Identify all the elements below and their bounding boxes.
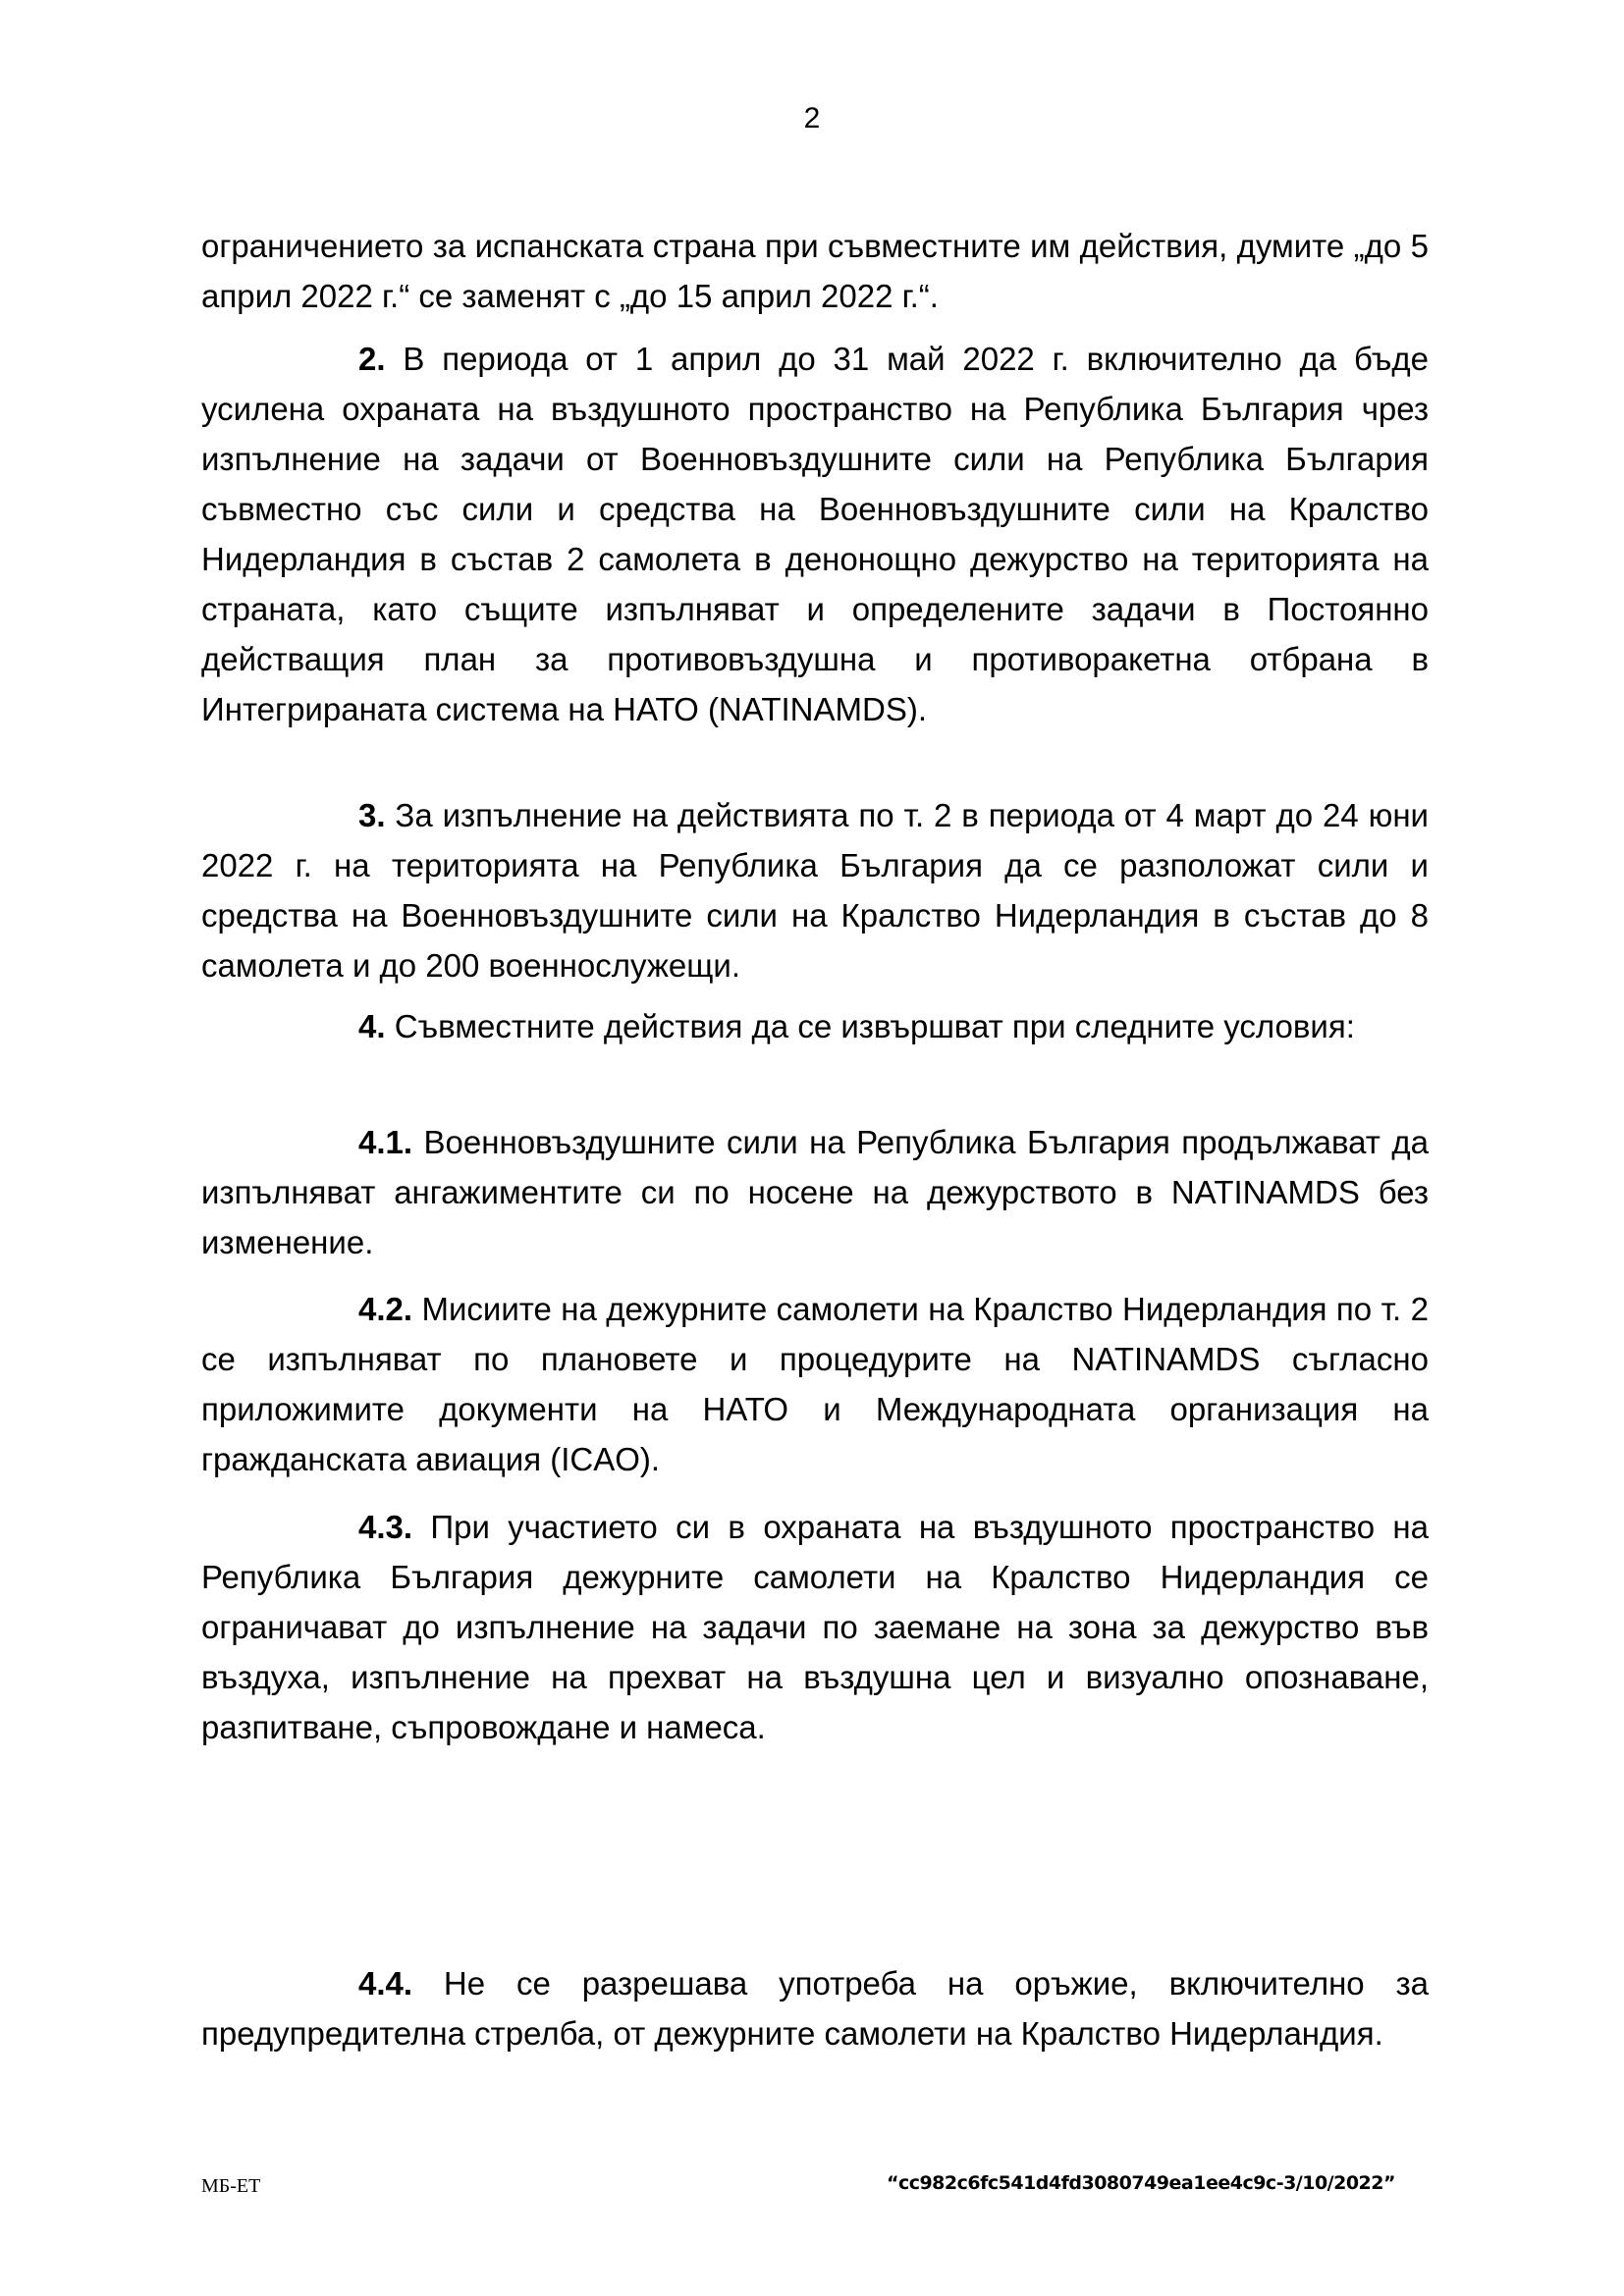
paragraph-text: Не се разрешава употреба на оръжие, включително за предупредителна стрелба, от дежурните самолети на Кралство Нидерландия. — [201, 1965, 1429, 2052]
paragraph-text: В периода от 1 април до 31 май 2022 г. включително да бъде усилена охраната на въздушното пространство на Република България чрез изпълнение на задачи от Военновъздушните сили на Република България съвместно със сили и средства на Военновъздушните сили на Кралство Нидерландия в състав 2 самолета в денонощно дежурство на територията на страната, като същите изпълняват и определените задачи в Постоянно действащия план за противовъздушна и противоракетна отбрана в Интегрираната система на НАТО (NATINAMDS). — [201, 341, 1429, 727]
paragraph-number: 4. — [358, 1008, 386, 1044]
paragraph-4-3 — [201, 1502, 1429, 1752]
paragraph-text: Съвместните действия да се извършват при следните условия: — [385, 1008, 1355, 1044]
paragraph-3 — [201, 790, 1429, 990]
paragraph-text: При участието си в охраната на въздушното пространство на Република България дежурните самолети на Кралство Нидерландия се ограничават до изпълнение на задачи по заемане на зона за дежурство във въздуха, изпълнение на прехват на въздушна цел и визуално опознаване, разпитване, съпровождане и намеса. — [201, 1509, 1429, 1745]
paragraph-text: За изпълнение на действията по т. 2 в периода от 4 март до 24 юни 2022 г. на територията на Република България да се разположат сили и средства на Военновъздушните сили на Кралство Нидерландия в състав до 8 самолета и до 200 военнослужещи. — [201, 797, 1429, 984]
paragraph-4-4 — [201, 1958, 1429, 2058]
paragraph-2 — [201, 334, 1429, 734]
footer-document-id: “cc982c6fc541d4fd3080749ea1ee4c9c-3/10/2022” — [886, 2172, 1395, 2194]
paragraph-number: 4.4. — [358, 1965, 413, 2002]
paragraph-text: Мисиите на дежурните самолети на Кралство Нидерландия по т. 2 се изпълняват по плановете и процедурите на NATINAMDS съгласно приложимите документи на НАТО и Международната организация на гражданската авиация (ICAO). — [201, 1291, 1429, 1477]
continuation-paragraph: ограничението за испанската страна при съвместните им действия, думите „до 5 април 2022 г.“ се заменят с „до 15 април 2022 г.“. — [201, 228, 1429, 314]
paragraph-4 — [201, 1001, 1429, 1051]
paragraph-number: 4.2. — [358, 1291, 413, 1327]
paragraph-text: Военновъздушните сили на Република България продължават да изпълняват ангажиментите си по носене на дежурството в NATINAMDS без изменение. — [201, 1124, 1429, 1260]
paragraph-4-2 — [201, 1284, 1429, 1484]
paragraph-number: 4.1. — [358, 1124, 413, 1160]
footer-initials: МБ-ЕТ — [201, 2175, 261, 2197]
page-number: 2 — [803, 102, 821, 134]
paragraph-number: 4.3. — [358, 1509, 413, 1545]
paragraph-number: 2. — [358, 341, 386, 377]
paragraph-number: 3. — [358, 797, 386, 833]
paragraph-4-1 — [201, 1117, 1429, 1267]
